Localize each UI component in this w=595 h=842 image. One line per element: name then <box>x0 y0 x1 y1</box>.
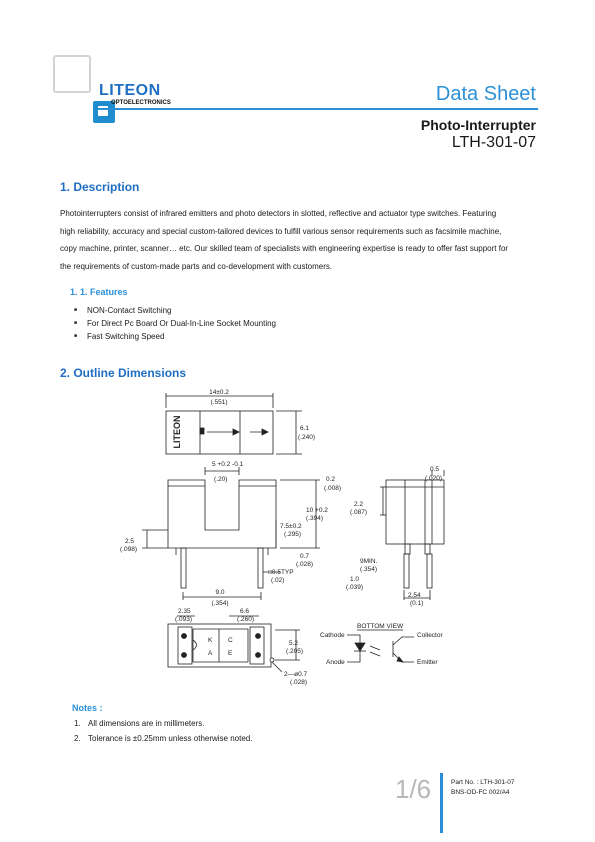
feature-item: ■ For Direct Pc Board Or Dual-In-Line Socket Mounting <box>74 317 276 330</box>
dim-slot-width-in: (.20) <box>214 476 228 483</box>
dim-side-height-in: (.087) <box>350 509 367 516</box>
dim-slot-width: 5 +0.2 -0.1 <box>212 461 244 468</box>
dim-b2: 6.6 <box>240 608 250 615</box>
dim-slot-depth: 7.5±0.2 <box>280 523 302 530</box>
bottom-view <box>168 608 308 686</box>
dim-base-in: (.098) <box>120 546 137 553</box>
schematic-emitter: Emitter <box>417 659 438 666</box>
pin-label: K <box>208 637 213 644</box>
description-line: copy machine, printer, scanner… etc. Our skilled team of specialists with engineering expertise is ready to offer fast support for <box>60 244 509 254</box>
document-type: Data Sheet <box>435 83 536 105</box>
dim-top-width-in: (.551) <box>210 399 228 406</box>
dim-b1-in: (.093) <box>175 616 192 623</box>
dim-pin-offset: 0.7 <box>300 553 310 560</box>
dim-pin-length: 9MIN. <box>360 558 378 565</box>
footer-bar <box>440 773 443 833</box>
description-line: the requirements of custom-made parts and co-development with customers. <box>60 262 333 272</box>
dim-base: 2.5 <box>125 538 135 545</box>
notes-heading: Notes : <box>72 703 103 713</box>
note-item: 2. Tolerance is ±0.25mm unless otherwise noted. <box>74 734 253 743</box>
description-line: Photointerrupters consist of infrared emitters and photo detectors in slotted, reflective and actuator type switches. Featuring <box>60 209 497 218</box>
logo: LITEON <box>99 82 161 99</box>
feature-item: ■ NON-Contact Switching <box>74 304 276 317</box>
dim-b2-in: (.260) <box>237 616 254 623</box>
dim-top-height-in: (.240) <box>298 434 315 441</box>
features-heading: 1. 1. Features <box>70 287 128 297</box>
note-item: 1. All dimensions are in millimeters. <box>74 719 205 728</box>
top-view <box>166 389 315 454</box>
footer-part-no: Part No. : LTH-301-07 <box>451 779 515 786</box>
dim-holes: 2—ø0.7 <box>284 671 308 678</box>
dim-pitch-in: (.354) <box>211 600 229 607</box>
body-logo: LITEON <box>172 415 182 449</box>
pin-label: A <box>208 650 213 657</box>
circuit-schematic <box>320 623 443 666</box>
pin-label: E <box>228 650 233 657</box>
dim-top-offset-in: (.008) <box>324 485 341 492</box>
dim-b3-in: (.205) <box>286 648 303 655</box>
description-heading: 1. Description <box>60 180 140 194</box>
side-view <box>346 466 444 607</box>
dim-lead: 1.0 <box>350 576 360 583</box>
part-number: LTH-301-07 <box>451 134 536 151</box>
footer-doc-no: BNS-OD-FC 002/A4 <box>451 789 510 796</box>
dim-pin-length-in: (.354) <box>360 566 377 573</box>
dim-b3: 5.2 <box>289 640 299 647</box>
schematic-cathode: Cathode <box>320 632 345 639</box>
page-number: 1/6 <box>395 774 432 804</box>
product-name: Photo-Interrupter <box>420 117 536 133</box>
dim-lead-pitch-in: (0.1) <box>410 600 424 607</box>
dim-slot-depth-in: (.295) <box>284 531 301 538</box>
dim-pin-offset-in: (.028) <box>296 561 313 568</box>
dim-lead-in: (.039) <box>346 584 363 591</box>
dim-top-offset: 0.2 <box>326 476 336 483</box>
footer-info <box>451 778 514 798</box>
pin-label: C <box>228 637 233 644</box>
dim-top-height: 6.1 <box>300 425 310 432</box>
dim-lead-pitch: 2.54 <box>408 592 421 599</box>
schematic-collector: Collector <box>417 632 443 639</box>
dim-pitch: 9.0 <box>215 589 225 596</box>
dim-side-top-in: (.020) <box>425 475 442 482</box>
dim-height-in: (.394) <box>306 515 323 522</box>
feature-item: ■ Fast Switching Speed <box>74 330 276 343</box>
front-view <box>120 461 341 607</box>
dim-b1: 2.35 <box>178 608 191 615</box>
logo-subtitle: OPTOELECTRONICS <box>111 100 171 106</box>
notes-list <box>74 716 252 746</box>
dim-top-width: 14±0.2 <box>209 389 229 396</box>
dim-side-height: 2.2 <box>354 501 364 508</box>
dim-height: 10 +0.2 <box>306 507 328 514</box>
description-line: high reliability, accuracy and special custom-tailored devices to fulfill various sensor requirements such as facsimile machine, <box>60 226 502 236</box>
dim-pin-width: □0.5TYP <box>268 569 294 576</box>
dim-side-top: 0.5 <box>430 466 440 473</box>
schematic-title: BOTTOM VIEW <box>357 623 404 630</box>
dim-pin-width-in: (.02) <box>271 577 285 584</box>
dim-holes-in: (.028) <box>290 679 307 686</box>
outline-heading: 2. Outline Dimensions <box>60 366 187 380</box>
schematic-anode: Anode <box>326 659 345 666</box>
